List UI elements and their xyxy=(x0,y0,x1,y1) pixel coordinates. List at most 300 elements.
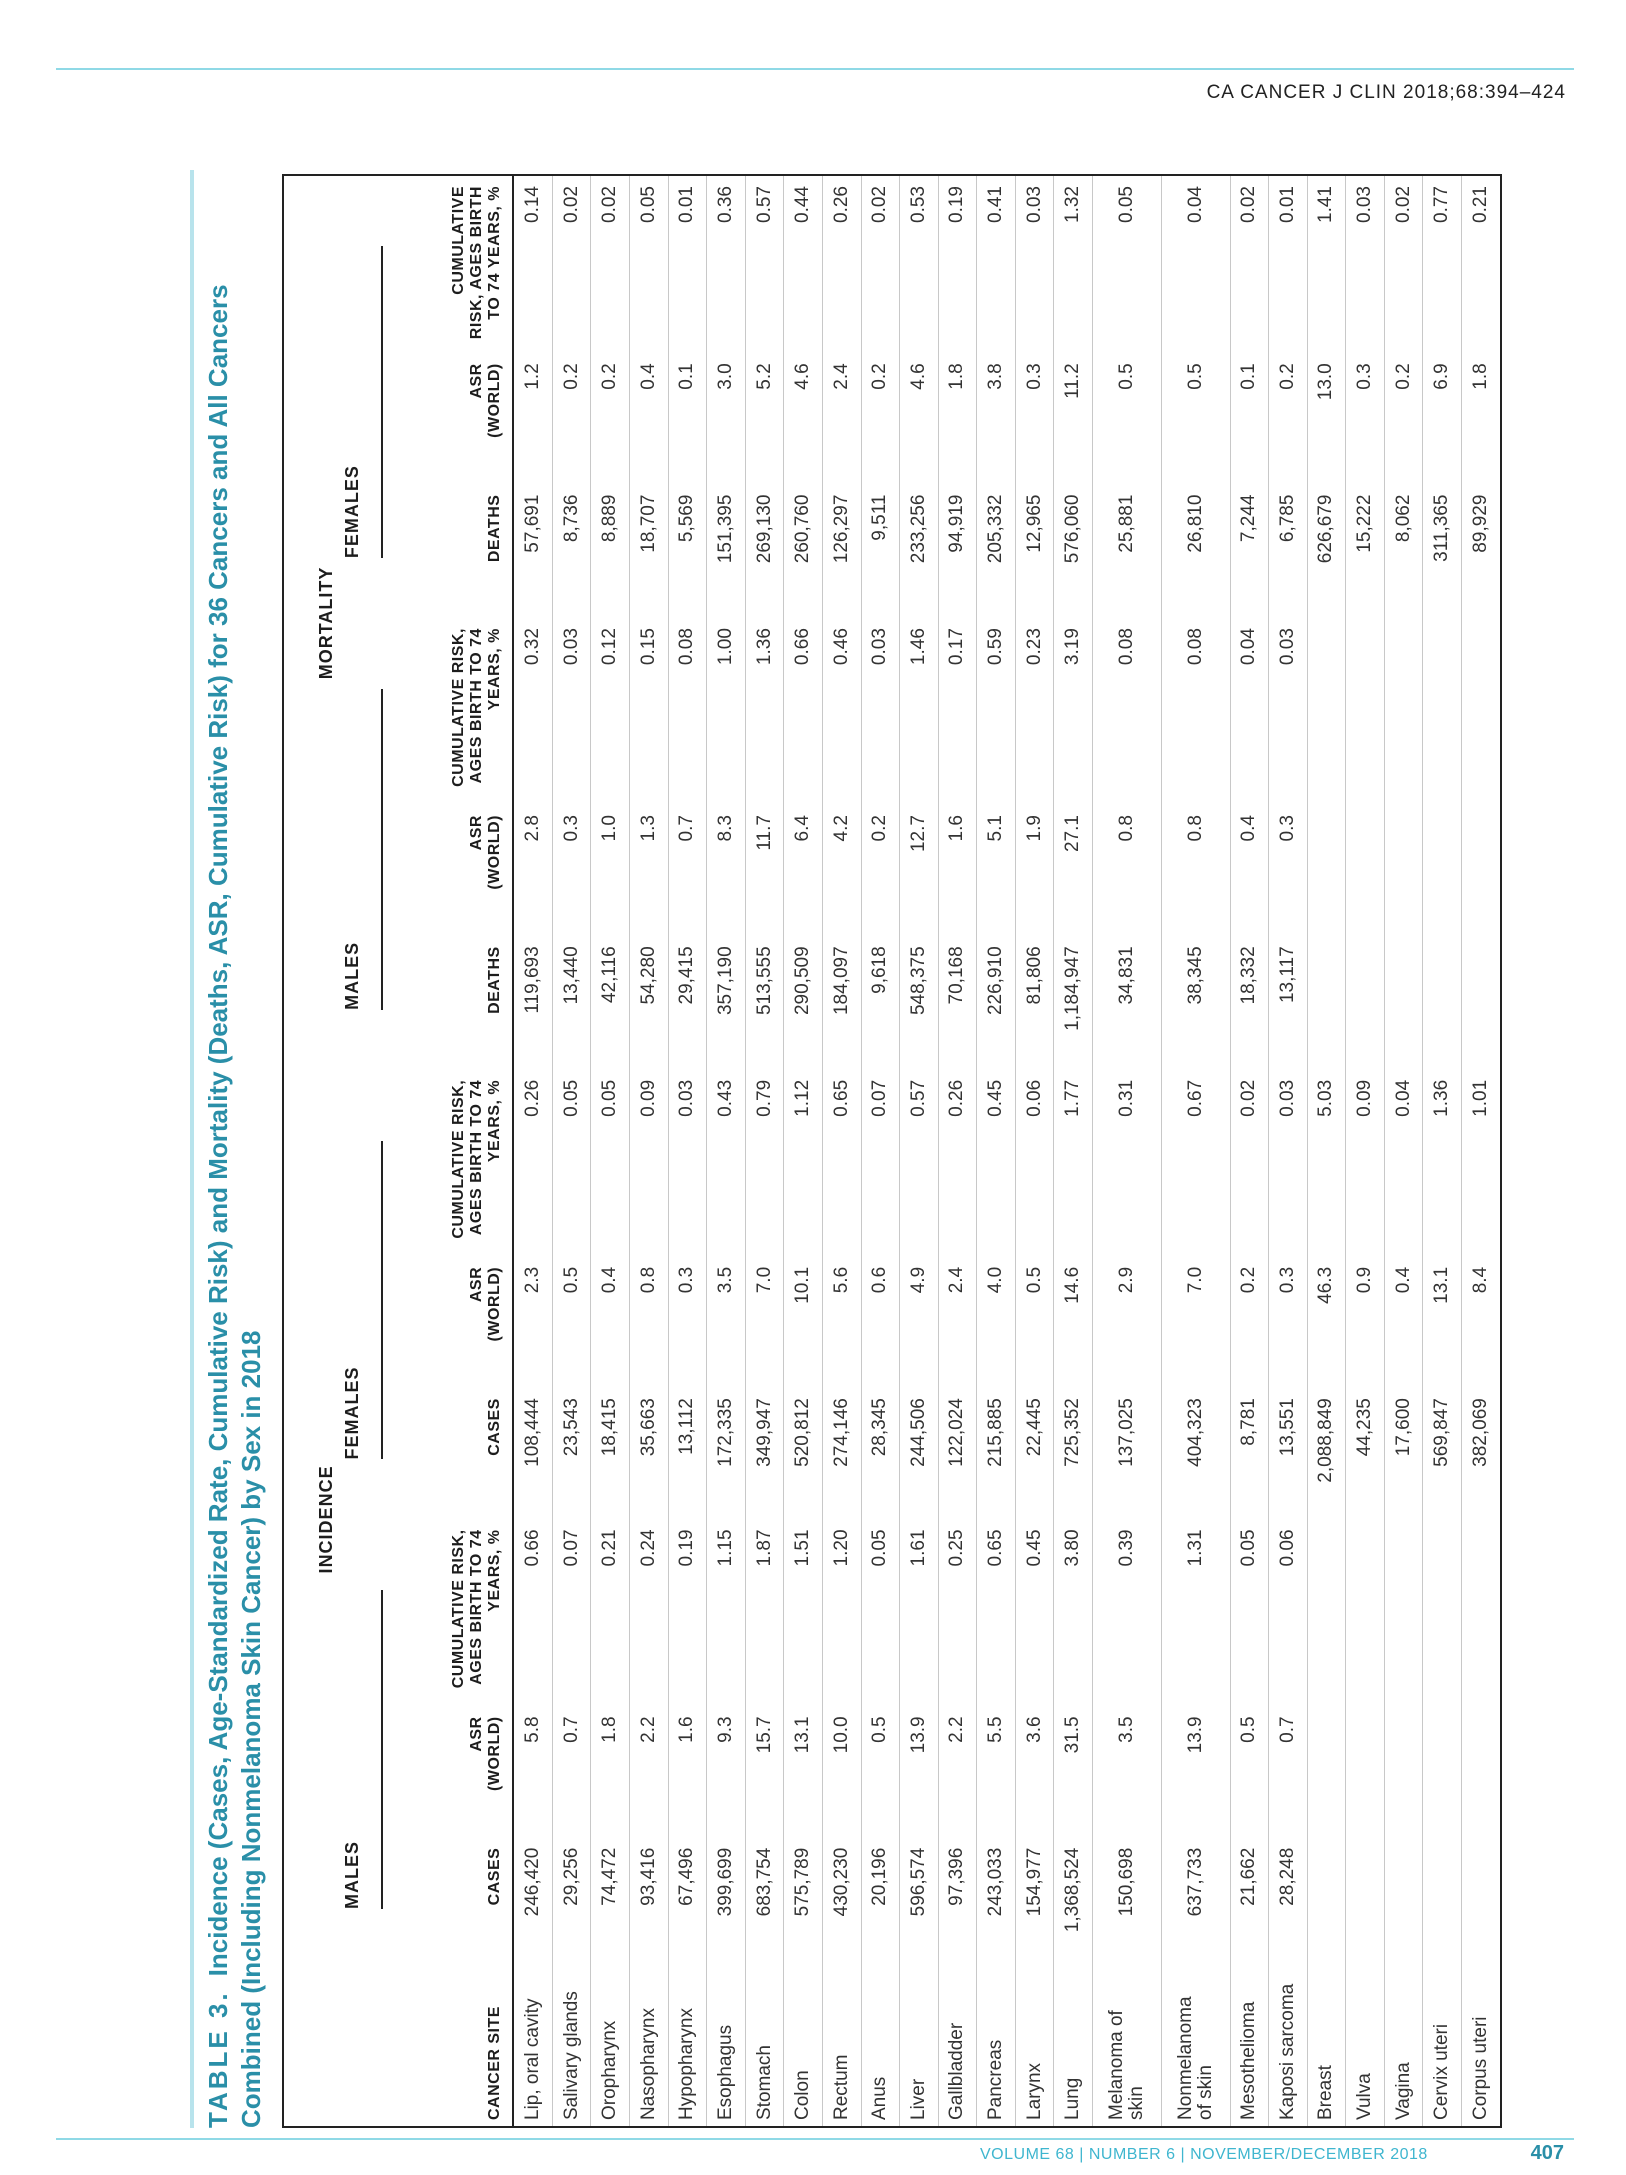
cell-cases: 150,698 xyxy=(1093,1838,1162,1969)
cell-asr: 3.5 xyxy=(1093,1706,1162,1837)
cell-asr xyxy=(1462,1706,1502,1837)
cell-cumulative: 0.44 xyxy=(784,175,823,353)
cell-cases: 404,323 xyxy=(1161,1388,1230,1519)
cell-asr: 12.7 xyxy=(900,805,939,936)
table-row xyxy=(630,175,669,2127)
cell-asr xyxy=(1307,805,1346,936)
cell-cumulative xyxy=(1423,1519,1462,1706)
cell-cumulative: 0.12 xyxy=(591,618,630,805)
col-header-cumulative: CUMULATIVE RISK, AGES BIRTH TO 74 YEARS, % xyxy=(384,1070,513,1257)
cell-site: Breast xyxy=(1307,1969,1346,2127)
cell-cumulative: 1.36 xyxy=(1423,1070,1462,1257)
cell-cumulative: 1.01 xyxy=(1462,1070,1502,1257)
cell-cumulative: 0.05 xyxy=(630,175,669,353)
cell-asr xyxy=(1423,805,1462,936)
cell-asr: 0.8 xyxy=(1093,805,1162,936)
incidence-header: INCIDENCE xyxy=(316,1465,336,1574)
cell-cases: 243,033 xyxy=(977,1838,1016,1969)
cell-cases: 13,551 xyxy=(1269,1388,1308,1519)
cell-cumulative: 0.46 xyxy=(822,618,861,805)
cell-site: Nonmelanoma of skin xyxy=(1161,1969,1230,2127)
cell-deaths: 513,555 xyxy=(745,936,784,1070)
cell-cumulative: 0.67 xyxy=(1161,1070,1230,1257)
footer-issue-info: VOLUME 68 | NUMBER 6 | NOVEMBER/DECEMBER 2018 xyxy=(980,2146,1428,2163)
cell-cumulative: 1.87 xyxy=(745,1519,784,1706)
cell-cumulative: 0.05 xyxy=(1093,175,1162,353)
cell-cases: 35,663 xyxy=(630,1388,669,1519)
col-header-cases: CASES xyxy=(384,1388,513,1519)
table-row xyxy=(1230,175,1269,2127)
cell-cumulative: 0.09 xyxy=(1346,1070,1385,1257)
table-row xyxy=(513,175,552,2127)
cell-deaths: 18,332 xyxy=(1230,936,1269,1070)
cell-asr: 5.2 xyxy=(745,353,784,484)
cell-asr: 0.7 xyxy=(1269,1706,1308,1837)
cell-asr: 0.3 xyxy=(1015,353,1054,484)
cell-deaths: 151,395 xyxy=(707,485,746,619)
cell-cases: 29,256 xyxy=(552,1838,591,1969)
cell-cumulative: 0.57 xyxy=(745,175,784,353)
cell-cases: 97,396 xyxy=(938,1838,977,1969)
cell-cumulative: 0.39 xyxy=(1093,1519,1162,1706)
cell-asr: 5.5 xyxy=(977,1706,1016,1837)
cell-asr: 10.0 xyxy=(822,1706,861,1837)
cell-asr: 0.9 xyxy=(1346,1257,1385,1388)
mortality-females-header: FEMALES xyxy=(342,246,383,558)
cell-asr: 11.7 xyxy=(745,805,784,936)
cell-cases: 215,885 xyxy=(977,1388,1016,1519)
cell-asr: 8.3 xyxy=(707,805,746,936)
cell-cases: 349,947 xyxy=(745,1388,784,1519)
cell-site: Liver xyxy=(900,1969,939,2127)
cell-site: Colon xyxy=(784,1969,823,2127)
table-row xyxy=(1054,175,1093,2127)
cell-cumulative: 0.04 xyxy=(1384,1070,1423,1257)
cell-cases: 154,977 xyxy=(1015,1838,1054,1969)
cell-cumulative: 1.61 xyxy=(900,1519,939,1706)
cell-cumulative: 0.17 xyxy=(938,618,977,805)
table-label: TABLE 3. xyxy=(203,1990,233,2128)
cell-cumulative: 0.05 xyxy=(861,1519,900,1706)
cell-site: Vulva xyxy=(1346,1969,1385,2127)
table-row xyxy=(861,175,900,2127)
cell-cumulative: 0.02 xyxy=(591,175,630,353)
cell-asr: 0.4 xyxy=(1384,1257,1423,1388)
cell-cases: 520,812 xyxy=(784,1388,823,1519)
cell-cases xyxy=(1462,1838,1502,1969)
cell-asr: 31.5 xyxy=(1054,1706,1093,1837)
cell-deaths: 29,415 xyxy=(668,936,707,1070)
cell-cumulative: 0.19 xyxy=(668,1519,707,1706)
cell-asr: 2.3 xyxy=(513,1257,552,1388)
cell-asr: 5.6 xyxy=(822,1257,861,1388)
cell-asr: 10.1 xyxy=(784,1257,823,1388)
cell-cases: 725,352 xyxy=(1054,1388,1093,1519)
cell-deaths: 126,297 xyxy=(822,485,861,619)
cell-asr: 0.8 xyxy=(630,1257,669,1388)
cell-cumulative: 0.09 xyxy=(630,1070,669,1257)
cell-cumulative xyxy=(1346,618,1385,805)
cell-site: Anus xyxy=(861,1969,900,2127)
cell-cumulative: 0.01 xyxy=(1269,175,1308,353)
cell-asr: 14.6 xyxy=(1054,1257,1093,1388)
mortality-males-header: MALES xyxy=(342,689,383,1009)
cell-deaths: 54,280 xyxy=(630,936,669,1070)
table-row xyxy=(1093,175,1162,2127)
cell-asr: 1.6 xyxy=(668,1706,707,1837)
cell-asr: 4.9 xyxy=(900,1257,939,1388)
col-header-cumulative: CUMULATIVE RISK, AGES BIRTH TO 74 YEARS, % xyxy=(384,618,513,805)
cell-deaths: 576,060 xyxy=(1054,485,1093,619)
cell-cumulative: 0.03 xyxy=(861,618,900,805)
cell-cumulative: 0.24 xyxy=(630,1519,669,1706)
cell-cases: 382,069 xyxy=(1462,1388,1502,1519)
cell-site: Gallbladder xyxy=(938,1969,977,2127)
cell-asr: 0.2 xyxy=(1230,1257,1269,1388)
cell-deaths: 15,222 xyxy=(1346,485,1385,619)
cell-asr: 0.1 xyxy=(668,353,707,484)
cell-site: Esophagus xyxy=(707,1969,746,2127)
cell-cumulative: 1.46 xyxy=(900,618,939,805)
cell-asr: 0.3 xyxy=(668,1257,707,1388)
cell-cumulative: 0.03 xyxy=(1346,175,1385,353)
top-rule xyxy=(56,68,1574,70)
cell-asr xyxy=(1423,1706,1462,1837)
cell-cases: 569,847 xyxy=(1423,1388,1462,1519)
cell-asr: 6.9 xyxy=(1423,353,1462,484)
cell-asr: 2.4 xyxy=(822,353,861,484)
cell-cumulative: 1.77 xyxy=(1054,1070,1093,1257)
cell-asr: 5.8 xyxy=(513,1706,552,1837)
cell-deaths: 34,831 xyxy=(1093,936,1162,1070)
table-row xyxy=(1346,175,1385,2127)
table-body xyxy=(513,175,1501,2127)
cell-asr: 0.4 xyxy=(1230,805,1269,936)
cell-cases: 18,415 xyxy=(591,1388,630,1519)
cell-asr: 0.3 xyxy=(1269,805,1308,936)
cell-asr: 2.4 xyxy=(938,1257,977,1388)
cell-site: Corpus uteri xyxy=(1462,1969,1502,2127)
cell-site: Stomach xyxy=(745,1969,784,2127)
cell-cases xyxy=(1307,1838,1346,1969)
cell-asr: 0.2 xyxy=(552,353,591,484)
cell-cumulative xyxy=(1423,618,1462,805)
cell-asr: 3.8 xyxy=(977,353,1016,484)
cell-asr: 0.5 xyxy=(1230,1706,1269,1837)
cell-cumulative: 0.79 xyxy=(745,1070,784,1257)
cell-cases: 244,506 xyxy=(900,1388,939,1519)
incidence-males-header: MALES xyxy=(342,1590,383,1909)
cell-deaths: 311,365 xyxy=(1423,485,1462,619)
cell-deaths: 12,965 xyxy=(1015,485,1054,619)
cell-cumulative: 1.51 xyxy=(784,1519,823,1706)
col-header-deaths: DEATHS xyxy=(384,485,513,619)
cell-deaths: 89,929 xyxy=(1462,485,1502,619)
cell-cumulative: 1.15 xyxy=(707,1519,746,1706)
cell-cumulative: 1.00 xyxy=(707,618,746,805)
cell-deaths: 18,707 xyxy=(630,485,669,619)
cell-cumulative: 0.32 xyxy=(513,618,552,805)
cell-asr: 13.9 xyxy=(1161,1706,1230,1837)
cell-cases: 399,699 xyxy=(707,1838,746,1969)
cell-asr: 13.1 xyxy=(784,1706,823,1837)
cell-cumulative: 0.21 xyxy=(591,1519,630,1706)
table-row xyxy=(1423,175,1462,2127)
cell-cumulative: 0.02 xyxy=(1230,1070,1269,1257)
cell-asr: 0.5 xyxy=(1161,353,1230,484)
cell-asr: 2.2 xyxy=(938,1706,977,1837)
cell-asr: 15.7 xyxy=(745,1706,784,1837)
cell-site: Hypopharynx xyxy=(668,1969,707,2127)
cell-cases: 108,444 xyxy=(513,1388,552,1519)
cell-cumulative: 0.08 xyxy=(1161,618,1230,805)
cell-cases: 13,112 xyxy=(668,1388,707,1519)
cell-asr: 0.3 xyxy=(1346,353,1385,484)
table-row xyxy=(591,175,630,2127)
cell-site: Larynx xyxy=(1015,1969,1054,2127)
cell-asr: 13.9 xyxy=(900,1706,939,1837)
cell-cases: 1,368,524 xyxy=(1054,1838,1093,1969)
table-row xyxy=(900,175,939,2127)
cell-asr: 0.2 xyxy=(1384,353,1423,484)
cell-site: Lip, oral cavity xyxy=(513,1969,552,2127)
cell-cases: 20,196 xyxy=(861,1838,900,1969)
cell-asr: 1.8 xyxy=(1462,353,1502,484)
cell-asr xyxy=(1346,1706,1385,1837)
table-row xyxy=(707,175,746,2127)
cell-asr: 0.3 xyxy=(1269,1257,1308,1388)
cell-asr: 11.2 xyxy=(1054,353,1093,484)
cell-deaths: 184,097 xyxy=(822,936,861,1070)
cell-asr: 0.2 xyxy=(861,353,900,484)
cell-deaths: 269,130 xyxy=(745,485,784,619)
cell-deaths: 233,256 xyxy=(900,485,939,619)
cell-cases: 596,574 xyxy=(900,1838,939,1969)
cell-cumulative: 1.36 xyxy=(745,618,784,805)
cell-cumulative: 1.31 xyxy=(1161,1519,1230,1706)
col-header-cumulative: CUMULATIVE RISK, AGES BIRTH TO 74 YEARS, % xyxy=(384,175,513,353)
cell-asr xyxy=(1384,805,1423,936)
cell-cumulative: 1.32 xyxy=(1054,175,1093,353)
cell-cumulative: 0.77 xyxy=(1423,175,1462,353)
cell-cumulative: 0.45 xyxy=(1015,1519,1054,1706)
cell-deaths: 1,184,947 xyxy=(1054,936,1093,1070)
cell-deaths xyxy=(1307,936,1346,1070)
cell-cases: 28,345 xyxy=(861,1388,900,1519)
cell-asr xyxy=(1307,1706,1346,1837)
cell-cumulative: 0.15 xyxy=(630,618,669,805)
cell-site: Melanoma of skin xyxy=(1093,1969,1162,2127)
data-table xyxy=(282,174,1502,2128)
cell-cumulative: 0.05 xyxy=(552,1070,591,1257)
cell-deaths: 42,116 xyxy=(591,936,630,1070)
cell-deaths: 38,345 xyxy=(1161,936,1230,1070)
cell-site: Rectum xyxy=(822,1969,861,2127)
cell-cumulative: 0.02 xyxy=(1230,175,1269,353)
cell-deaths: 81,806 xyxy=(1015,936,1054,1070)
cell-asr: 13.0 xyxy=(1307,353,1346,484)
cell-deaths: 5,569 xyxy=(668,485,707,619)
cell-asr: 4.6 xyxy=(784,353,823,484)
cell-cumulative: 1.12 xyxy=(784,1070,823,1257)
cell-deaths: 9,511 xyxy=(861,485,900,619)
cell-asr: 7.0 xyxy=(745,1257,784,1388)
cell-cumulative: 0.31 xyxy=(1093,1070,1162,1257)
cell-cumulative: 3.19 xyxy=(1054,618,1093,805)
cell-site: Vagina xyxy=(1384,1969,1423,2127)
table-row xyxy=(1015,175,1054,2127)
cell-cumulative: 0.66 xyxy=(784,618,823,805)
cell-cumulative xyxy=(1384,1519,1423,1706)
cell-site: Lung xyxy=(1054,1969,1093,2127)
col-header-cumulative: CUMULATIVE RISK, AGES BIRTH TO 74 YEARS, % xyxy=(384,1519,513,1706)
cell-asr: 1.0 xyxy=(591,805,630,936)
cell-cumulative: 0.01 xyxy=(668,175,707,353)
cell-cumulative: 0.06 xyxy=(1269,1519,1308,1706)
table-row xyxy=(784,175,823,2127)
table-row xyxy=(1384,175,1423,2127)
col-header-asr: ASR (WORLD) xyxy=(384,1257,513,1388)
cell-asr: 4.0 xyxy=(977,1257,1016,1388)
cell-cumulative: 0.02 xyxy=(861,175,900,353)
cell-asr: 0.5 xyxy=(552,1257,591,1388)
cell-cumulative: 0.03 xyxy=(1015,175,1054,353)
cell-asr: 1.6 xyxy=(938,805,977,936)
cell-cumulative: 0.25 xyxy=(938,1519,977,1706)
cell-asr: 6.4 xyxy=(784,805,823,936)
cell-asr: 1.2 xyxy=(513,353,552,484)
cell-deaths: 25,881 xyxy=(1093,485,1162,619)
cell-cumulative: 0.26 xyxy=(822,175,861,353)
cell-asr: 8.4 xyxy=(1462,1257,1502,1388)
cell-asr: 7.0 xyxy=(1161,1257,1230,1388)
table-row xyxy=(1161,175,1230,2127)
cell-cases: 430,230 xyxy=(822,1838,861,1969)
col-header-asr: ASR (WORLD) xyxy=(384,805,513,936)
cell-cumulative: 0.65 xyxy=(977,1519,1016,1706)
cell-cumulative: 0.57 xyxy=(900,1070,939,1257)
cell-cumulative: 1.41 xyxy=(1307,175,1346,353)
incidence-females-header: FEMALES xyxy=(342,1141,383,1460)
cell-cumulative: 0.45 xyxy=(977,1070,1016,1257)
cell-deaths: 13,440 xyxy=(552,936,591,1070)
cell-deaths: 8,062 xyxy=(1384,485,1423,619)
running-head: CA CANCER J CLIN 2018;68:394–424 xyxy=(1206,82,1566,103)
cell-site: Cervix uteri xyxy=(1423,1969,1462,2127)
cell-cumulative: 0.03 xyxy=(1269,618,1308,805)
col-header-deaths: DEATHS xyxy=(384,936,513,1070)
cell-cases: 17,600 xyxy=(1384,1388,1423,1519)
cell-deaths: 226,910 xyxy=(977,936,1016,1070)
cell-deaths: 119,693 xyxy=(513,936,552,1070)
cell-cumulative: 0.59 xyxy=(977,618,1016,805)
cell-deaths: 8,889 xyxy=(591,485,630,619)
cell-asr: 0.8 xyxy=(1161,805,1230,936)
cell-cumulative: 0.06 xyxy=(1015,1070,1054,1257)
cell-asr: 4.6 xyxy=(900,353,939,484)
cell-cumulative: 0.04 xyxy=(1161,175,1230,353)
cell-cumulative: 0.23 xyxy=(1015,618,1054,805)
cell-cumulative: 3.80 xyxy=(1054,1519,1093,1706)
table-row xyxy=(668,175,707,2127)
col-header-site: CANCER SITE xyxy=(384,1969,513,2127)
cell-cases: 93,416 xyxy=(630,1838,669,1969)
table-title-line2: Combined (Including Nonmelanoma Skin Cancer) by Sex in 2018 xyxy=(236,1330,266,2128)
table-title xyxy=(202,174,290,2128)
cell-asr: 1.8 xyxy=(591,1706,630,1837)
cell-asr: 3.0 xyxy=(707,353,746,484)
cell-cumulative: 0.07 xyxy=(861,1070,900,1257)
cell-cases: 274,146 xyxy=(822,1388,861,1519)
cell-site: Mesothelioma xyxy=(1230,1969,1269,2127)
cell-cumulative xyxy=(1346,1519,1385,1706)
cell-cumulative: 0.04 xyxy=(1230,618,1269,805)
cell-cumulative: 0.66 xyxy=(513,1519,552,1706)
cell-deaths xyxy=(1462,936,1502,1070)
table-row xyxy=(938,175,977,2127)
cell-asr: 0.5 xyxy=(1015,1257,1054,1388)
cell-asr xyxy=(1384,1706,1423,1837)
cell-cumulative xyxy=(1307,618,1346,805)
cell-deaths: 6,785 xyxy=(1269,485,1308,619)
cell-asr: 0.2 xyxy=(1269,353,1308,484)
table-row xyxy=(822,175,861,2127)
cell-cumulative xyxy=(1462,618,1502,805)
table-row xyxy=(1307,175,1346,2127)
cell-cumulative: 0.03 xyxy=(668,1070,707,1257)
mortality-header: MORTALITY xyxy=(316,566,336,680)
cell-cases: 122,024 xyxy=(938,1388,977,1519)
cell-cumulative: 5.03 xyxy=(1307,1070,1346,1257)
cell-cumulative: 0.41 xyxy=(977,175,1016,353)
cell-asr: 3.6 xyxy=(1015,1706,1054,1837)
cell-site: Pancreas xyxy=(977,1969,1016,2127)
cell-asr xyxy=(1346,805,1385,936)
cell-asr: 0.2 xyxy=(591,353,630,484)
cell-cumulative: 0.36 xyxy=(707,175,746,353)
cell-cumulative: 0.65 xyxy=(822,1070,861,1257)
cell-cases xyxy=(1423,1838,1462,1969)
table-container xyxy=(282,174,1502,2128)
cell-cases: 8,781 xyxy=(1230,1388,1269,1519)
cell-asr: 0.7 xyxy=(668,805,707,936)
cell-deaths: 290,509 xyxy=(784,936,823,1070)
cell-cumulative xyxy=(1307,1519,1346,1706)
col-header-cases: CASES xyxy=(384,1838,513,1969)
cell-cumulative: 0.26 xyxy=(938,1070,977,1257)
cell-deaths: 626,679 xyxy=(1307,485,1346,619)
cell-asr: 0.6 xyxy=(861,1257,900,1388)
cell-cases: 23,543 xyxy=(552,1388,591,1519)
cell-asr xyxy=(1462,805,1502,936)
cell-cumulative: 1.20 xyxy=(822,1519,861,1706)
cell-cumulative: 0.08 xyxy=(668,618,707,805)
cell-asr: 0.4 xyxy=(591,1257,630,1388)
cell-deaths xyxy=(1384,936,1423,1070)
table-row xyxy=(1269,175,1308,2127)
cell-asr: 0.3 xyxy=(552,805,591,936)
cell-cases: 22,445 xyxy=(1015,1388,1054,1519)
cell-asr: 3.5 xyxy=(707,1257,746,1388)
cell-cumulative: 0.05 xyxy=(1230,1519,1269,1706)
cell-asr: 9.3 xyxy=(707,1706,746,1837)
cell-cumulative: 0.03 xyxy=(552,618,591,805)
table-row xyxy=(1462,175,1502,2127)
cell-cumulative: 0.19 xyxy=(938,175,977,353)
cell-deaths: 357,190 xyxy=(707,936,746,1070)
cell-asr: 4.2 xyxy=(822,805,861,936)
cell-cases: 172,335 xyxy=(707,1388,746,1519)
